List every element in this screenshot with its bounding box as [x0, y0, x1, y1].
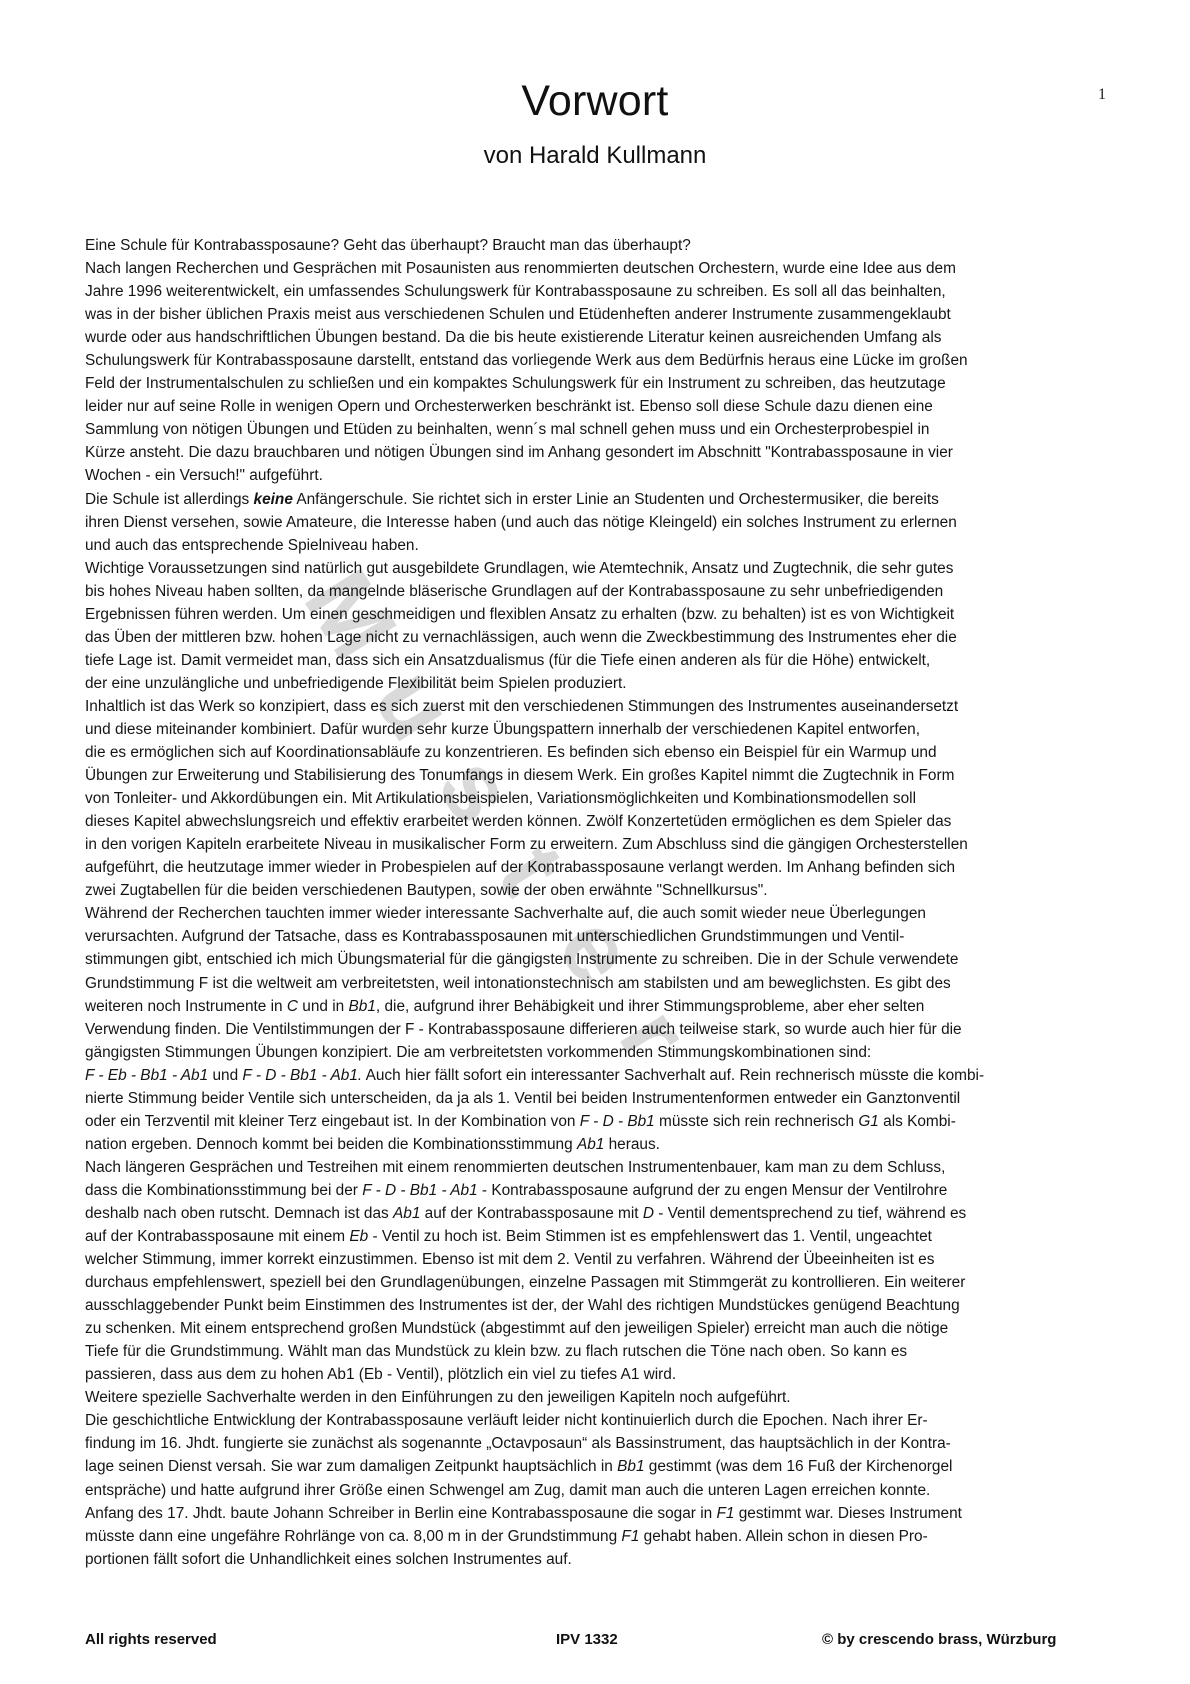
body-line: und diese miteinander kombiniert. Dafür wurden sehr kurze Übungspattern innerhalb der verschiedenen Kapitel entworfen, [85, 720, 920, 738]
body-line: Jahre 1996 weiterentwickelt, ein umfassendes Schulungswerk für Kontrabassposaune zu schreiben. Es soll all das beinhalten, [85, 283, 946, 301]
body-line: entspräche) und hatte aufgrund ihrer Größe einen Schwengel am Zug, damit man auch die unteren Lagen erreichen konnte. [85, 1481, 931, 1499]
body-line: dieses Kapitel abwechslungsreich und effektiv erarbeitet werden können. Zwölf Konzertetüden ermöglichen es dem Spieler das [85, 813, 952, 831]
body-line: ausschlaggebender Punkt beim Einstimmen des Instrumentes ist der, der Wahl des richtigen Mundstückes genügend Beachtung [85, 1297, 960, 1315]
body-line: findung im 16. Jhdt. fungierte sie zunächst als sogenannte „Octavposaun“ als Bassinstrument, das hauptsächlich in der Kontra- [85, 1435, 951, 1453]
body-line: ihren Dienst versehen, sowie Amateure, die Interesse haben (und auch das nötige Kleingeld) ein solches Instrument zu erlernen [85, 513, 957, 531]
body-text-segment: deshalb nach oben rutscht. Demnach ist das [85, 1204, 393, 1222]
body-line: bis hohes Niveau haben sollten, da mangelnde bläserische Grundlagen auf der Kontrabassposaune zu sehr unbefriedigenden [85, 582, 944, 600]
body-text-segment: gestimmt (was dem 16 Fuß der Kirchenorgel [644, 1458, 953, 1476]
body-line [85, 1202, 1115, 1225]
watermark-mark: t [477, 827, 586, 912]
body-text-segment: heraus. [604, 1135, 660, 1153]
watermark-mark: M [283, 552, 417, 677]
body-line: verursachten. Aufgrund der Tatsache, dass es Kontrabassposaunen mit unterschiedlichen Grundstimmungen und Ventil- [85, 928, 905, 946]
body-line: zwei Zugtabellen für die beiden verschiedenen Bautypen, sowie der oben erwähnte "Schnellkursus". [85, 882, 768, 900]
body-text-segment: nation ergeben. Dennoch kommt bei beiden die Kombinationsstimmung [85, 1135, 577, 1153]
emphasis-text: F1 [621, 1527, 640, 1545]
body-line: portionen fällt sofort die Unhandlichkeit eines solchen Instrumentes auf. [85, 1550, 572, 1568]
body-line: Feld der Instrumentalschulen zu schließen und ein kompaktes Schulungswerk für ein Instrument zu schreiben, das heutzutage [85, 375, 946, 393]
body-text-segment: gehabt haben. Allein schon in diesen Pro- [639, 1527, 928, 1545]
body-line: Kürze ansteht. Die dazu brauchbaren und nötigen Übungen sind im Anhang gesondert im Abschnitt "Kontrabassposaune in vier [85, 444, 953, 462]
body-line: aufgeführt, die heutzutage immer wieder in Probespielen auf der Kontrabassposaune verlangt werden. Im Anhang befinden sich [85, 859, 956, 877]
body-line: Ergebnissen führen werden. Um einen geschmeidigen und flexiblen Ansatz zu erhalten (bzw. zu behalten) ist es von Wichtigkeit [85, 605, 955, 623]
body-text-segment: als Kombi- [878, 1112, 956, 1130]
body-text-segment: Anfängerschule. Sie richtet sich in erster Linie an Studenten und Orchestermusiker, die bereits [292, 490, 939, 508]
body-line: passieren, dass aus dem zu hohen Ab1 (Eb - Ventil), plötzlich ein viel zu tiefes A1 wird. [85, 1366, 677, 1384]
body-line: Schulungswerk für Kontrabassposaune darstellt, entstand das vorliegende Werk aus dem Bedürfnis heraus eine Lücke im großen [85, 352, 968, 370]
body-line: stimmungen gibt, entschied ich mich Übungsmaterial für die gängigsten Instrumente zu schreiben. Die in der Schule verwendete [85, 951, 959, 969]
body-line: Tiefe für die Grundstimmung. Wählt man das Mundstück zu klein bzw. zu flach rutschen die Töne nach oben. So kann es [85, 1343, 908, 1361]
body-line: Inhaltlich ist das Werk so konzipiert, dass es sich zuerst mit den verschiedenen Stimmungen des Instrumentes auseinandersetzt [85, 697, 959, 715]
body-line [85, 1455, 1115, 1478]
page-number: 1 [1098, 86, 1106, 103]
footer-rights: All rights reserved [85, 1631, 217, 1648]
body-line [85, 995, 1115, 1018]
emphasis-text: F - D - Bb1 - Ab1 [362, 1181, 478, 1199]
emphasis-text: Ab1 [576, 1135, 605, 1153]
footer-catalog-number: IPV 1332 [556, 1631, 618, 1648]
emphasis-text: Ab1 [393, 1204, 421, 1222]
body-line: Übungen zur Erweiterung und Stabilisierung des Tonumfangs in diesem Werk. Ein großes Kapitel nimmt die Zugtechnik in Form [85, 767, 955, 785]
body-line: Eine Schule für Kontrabassposaune? Geht das überhaupt? Braucht man das überhaupt? [85, 237, 691, 254]
emphasis-text: Eb [349, 1228, 369, 1246]
body-text-segment: gestimmt war. Dieses Instrument [734, 1504, 962, 1522]
body-line [85, 1133, 1115, 1156]
body-line: Wichtige Voraussetzungen sind natürlich gut ausgebildete Grundlagen, wie Atemtechnik, Ansatz und Zugtechnik, die sehr gutes [85, 559, 954, 577]
emphasis-text: Bb1 [617, 1458, 645, 1476]
body-text [85, 234, 1115, 1571]
watermark-mark: e [537, 898, 657, 1001]
body-text-segment: Anfang des 17. Jhdt. baute Johann Schreiber in Berlin eine Kontrabassposaune die sogar in [85, 1504, 717, 1522]
body-line: in den vorigen Kapiteln erarbeitete Niveau in musikalischer Form zu erweitern. Zum Abschluss sind die gängigen Orchesterstellen [85, 836, 968, 854]
emphasis-text: F - D - Bb1 [579, 1112, 655, 1130]
body-line [85, 488, 1115, 511]
emphasis-text: Bb1 [348, 997, 376, 1015]
body-line: die es ermöglichen sich auf Koordinationsabläufe zu konzentrieren. Es befinden sich ebenso ein Beispiel für ein Warmup und [85, 744, 937, 762]
body-line: Weitere spezielle Sachverhalte werden in den Einführungen zu den jeweiligen Kapiteln noch aufgeführt. [85, 1389, 791, 1407]
body-line: was in der bisher üblichen Praxis meist aus verschiedenen Schulen und Etüdenheften anderer Instrumente zusammengeklaubt [85, 306, 951, 324]
body-line [85, 1064, 1115, 1087]
page-title: Vorwort [521, 77, 669, 125]
body-line: Nach langen Recherchen und Gesprächen mit Posaunisten aus renommierten deutschen Orchestern, wurde eine Idee aus dem [85, 260, 956, 278]
body-text-segment: dass die Kombinationsstimmung bei der [85, 1181, 363, 1199]
body-line [85, 1525, 1115, 1548]
body-text-segment: - Ventil dementsprechend zu tief, während es [653, 1204, 967, 1222]
body-text-segment: Auch hier fällt sofort ein interessanter Sachverhalt auf. Rein rechnerisch müsste die kombi- [362, 1066, 985, 1084]
body-line: der eine unzulängliche und unbefriedigende Flexibilität beim Spielen produziert. [85, 674, 627, 692]
body-line: Nach längeren Gesprächen und Testreihen mit einem renommierten deutschen Instrumentenbauer, kam man zu dem Schluss, [85, 1158, 946, 1176]
body-text-segment: auf der Kontrabassposaune mit [420, 1204, 643, 1222]
body-text-segment: , die, aufgrund ihrer Behäbigkeit und ihrer Stimmungsprobleme, aber eher selten [375, 997, 925, 1015]
page-subtitle: von Harald Kullmann [483, 142, 707, 169]
body-text-segment: müsste sich rein rechnerisch [654, 1112, 859, 1130]
body-line [85, 1110, 1115, 1133]
body-text-segment: oder ein Terzventil mit kleiner Terz eingebaut ist. In der Kombination von [85, 1112, 580, 1130]
body-line: Wochen - ein Versuch!" aufgeführt. [85, 467, 323, 485]
body-line: durchaus empfehlenswert, speziell bei den Grundlagenübungen, einzelne Passagen mit Stimmgerät zu kontrollieren. Ein weiterer [85, 1274, 966, 1292]
emphasis-text: C [286, 997, 299, 1015]
body-text-segment: weiteren noch Instrumente in [85, 997, 287, 1015]
emphasis-text: D [642, 1204, 654, 1222]
body-line: Verwendung finden. Die Ventilstimmungen der F - Kontrabassposaune differieren auch teilweise stark, so wurde auch hier für die [85, 1020, 962, 1038]
body-line: wurde oder aus handschriftlichen Übungen bestand. Da die bis heute existierende Literatur keinen ausreichenden Umfang als [85, 329, 942, 347]
emphasis-text: keine [253, 490, 293, 508]
footer-copyright: © by crescendo brass, Würzburg [822, 1631, 1057, 1648]
body-line: Die geschichtliche Entwicklung der Kontrabassposaune verläuft leider nicht kontinuierlich durch die Epochen. Nach ihrer Er- [85, 1412, 928, 1430]
body-line: tiefe Lage ist. Damit vermeidet man, dass sich ein Ansatzdualismus (für die Tiefe einen anderen als für die Höhe) entwickelt, [85, 651, 931, 669]
body-line: zu schenken. Mit einem entsprechend großen Mundstück (abgestimmt auf den jeweiligen Spieler) erreicht man auch die nötige [85, 1320, 949, 1338]
body-line: und auch das entsprechende Spielniveau haben. [85, 536, 419, 554]
body-line: gängigsten Stimmungen Übungen konzipiert. Die am verbreitetsten vorkommenden Stimmungskombinationen sind: [85, 1043, 872, 1061]
body-line: das Üben der mittleren bzw. hohen Lage nicht zu vernachlässigen, auch wenn die Zweckbestimmung des Instrumentes eher die [85, 628, 957, 646]
body-line: nierte Stimmung beider Ventile sich unterscheiden, da ja als 1. Ventil bei beiden Instrumentenformen entweder ein Ganztonventil [85, 1089, 961, 1107]
watermark-mark: u [353, 651, 476, 758]
body-text-segment: - Kontrabassposaune aufgrund der zu engen Mensur der Ventilrohre [477, 1181, 948, 1199]
emphasis-text: G1 [858, 1112, 879, 1130]
body-line: leider nur auf seine Rolle in wenigen Opern und Orchesterwerken beschränkt ist. Ebenso soll diese Schule dazu dienen eine [85, 398, 933, 416]
body-line: Während der Recherchen tauchten immer wieder interessante Sachverhalte auf, die auch somit wieder neue Überlegungen [85, 905, 926, 923]
body-text-segment: und [208, 1066, 243, 1084]
body-text-segment: - Ventil zu hoch ist. Beim Stimmen ist es empfehlenswert das 1. Ventil, ungeachtet [368, 1228, 932, 1246]
emphasis-text: F - D - Bb1 - Ab1. [242, 1066, 363, 1084]
body-text-segment: und in [298, 997, 349, 1015]
emphasis-text: F1 [716, 1504, 735, 1522]
body-line: von Tonleiter- und Akkordübungen ein. Mit Artikulationsbeispielen, Variationsmöglichkeiten und Kombinationsmodellen soll [85, 790, 917, 808]
body-text-segment: Die Schule ist allerdings [85, 490, 254, 508]
body-text-segment: müsste dann eine ungefähre Rohrlänge von ca. 8,00 m in der Grundstimmung [85, 1527, 622, 1545]
body-line [85, 1225, 1115, 1248]
watermark-mark: r [598, 990, 710, 1079]
body-line: Grundstimmung F ist die weltweit am verbreitetsten, weil intonationstechnisch am stabilsten und am beweglichsten. Es gibt des [85, 974, 951, 992]
body-line: welcher Stimmung, immer korrekt einzustimmen. Ebenso ist mit dem 2. Ventil zu verfahren. Während der Übeeinheiten ist es [85, 1251, 935, 1269]
body-line [85, 1502, 1115, 1525]
watermark-mark: s [417, 738, 537, 841]
body-line: Sammlung von nötigen Übungen und Etüden zu beinhalten, wenn´s mal schnell gehen muss und ein Orchesterprobespiel in [85, 421, 930, 439]
body-text-segment: auf der Kontrabassposaune mit einem [85, 1228, 350, 1246]
emphasis-text: F - Eb - Bb1 - Ab1 [85, 1066, 209, 1084]
body-line [85, 1179, 1115, 1202]
body-text-segment: lage seinen Dienst versah. Sie war zum damaligen Zeitpunkt hauptsächlich in [85, 1458, 618, 1476]
